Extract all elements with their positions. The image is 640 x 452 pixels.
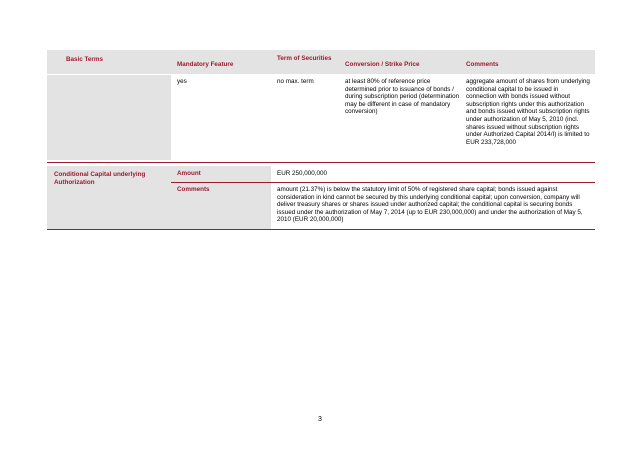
header-comments: Comments bbox=[466, 61, 499, 68]
row1-term: no max. term bbox=[277, 78, 314, 85]
section2-title: Conditional Capital underlying Authorization bbox=[54, 171, 146, 186]
amount-value: EUR 250,000,000 bbox=[277, 170, 328, 177]
header-mandatory-feature: Mandatory Feature bbox=[177, 61, 234, 68]
row1-comments: aggregate amount of shares from underlying conditional capital to be issued in connection with bonds issued without subscription rights under this authorization and bonds issued without subscription rights under authorization of May 5, 2010 (incl. shares issued without subscription rights under Authorized Capital 2014/I) is limited to EUR 233,728,000 bbox=[466, 78, 590, 146]
header-term-of-securities: Term of Securities bbox=[277, 55, 332, 62]
row1-mandatory-feature: yes bbox=[177, 78, 187, 85]
comments-value: amount (21.37%) is below the statutory limit of 50% of registered share capital; bonds issued against consideration in kind cannot be secured by this underlying conditional capital; upon conversion, company will deliver treasury shares or shares issued under authorized capital; the conditional capital is securing bonds issued under the authorization of May 7, 2014 (up to EUR 230,000,000) and under the authorization of May 5, 2010 (EUR 20,000,000) bbox=[277, 186, 583, 224]
table-bottom-rule bbox=[47, 229, 595, 230]
amount-label: Amount bbox=[177, 170, 201, 177]
page-number: 3 bbox=[318, 416, 322, 423]
row1-conversion: at least 80% of reference price determined prior to issuance of bonds / during subscription period (determination may be different in case of mandatory conversion) bbox=[345, 78, 460, 116]
section-divider bbox=[47, 162, 595, 163]
header-conversion-strike-price: Conversion / Strike Price bbox=[345, 61, 420, 68]
header-basic-terms: Basic Terms bbox=[66, 56, 103, 63]
comments-label: Comments bbox=[177, 186, 210, 193]
row1-left-background bbox=[47, 75, 171, 160]
